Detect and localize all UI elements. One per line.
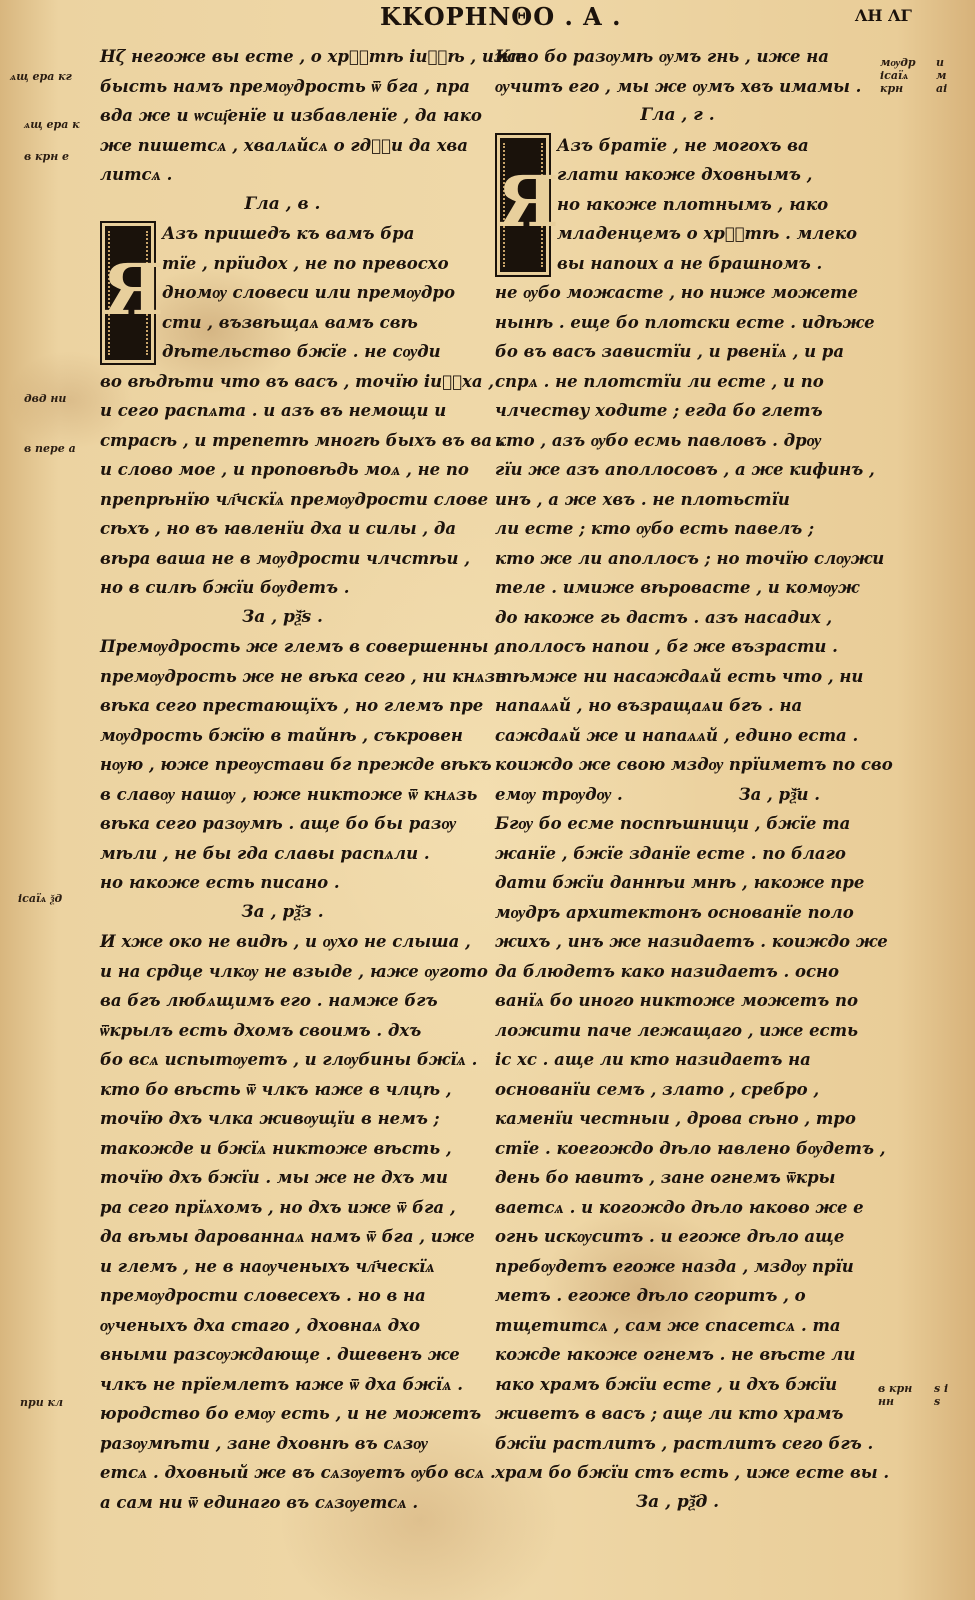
text-line: в славѹ нашѹ , юже никтоже ѿ кнѧзь [100,784,478,804]
text-line: вы напоих а не брашномъ . [557,253,823,273]
text-line: младенцемъ о хрⷭ҇тѣ . млеко [557,224,858,243]
margin-note: мѹдр ісаїѧ крн [880,56,916,95]
text-line: и на срдце члкѹ не взыде , ꙗже ѹгото [100,961,488,981]
zachalo-heading: За , рѯ҃д . [635,1491,720,1512]
text-line: юродство бо емѹ есть , и не можетъ [100,1404,482,1423]
text-line: вѣка сего разѹмѣ . аще бо бы разѹ [100,814,457,833]
text-line: не ѹбо можасте , но ниже можете [495,283,858,302]
text-line: теле . имиже вѣровасте , и комѹж [495,578,860,597]
text-line [495,780,860,810]
text-line: ꙗко храмъ бжїи есте , и дхъ бжїи [495,1374,838,1394]
text-line: ва бгъ любѧщимъ его . намже бгъ [100,991,438,1010]
chapter-2-body [100,219,465,367]
margin-note: в пере а [24,442,76,455]
text-line: метъ . егоже дѣло сгоритъ , о [495,1286,806,1305]
text-line: аполлосъ напои , бг же възрасти . [495,637,838,656]
text-line: Азъ пришедъ къ вамъ бра [162,224,415,243]
text-line: нѹю , юже преѹстави бг прежде вѣкъ [100,755,492,774]
text-line: и сего распѧта . и азъ въ немощи и [100,401,447,420]
margin-note: и м аі [936,56,948,95]
text-line: и глемъ , не в наѹченыхъ чл҃ческїѧ [100,1256,435,1276]
text-line: саждаѧй же и напаѧѧй , едино еста . [495,725,859,745]
text-line: и слово мое , и проповѣдь моѧ , не по [100,460,469,479]
text-line: премѹдрость же не вѣка сего , ни кнѧзь [100,666,507,686]
text-line: ванїѧ бо иного никтоже можетъ по [495,991,858,1010]
text-line: бжїи растлитъ , растлитъ сего бгъ . [495,1433,874,1453]
margin-note: ѕ і ѕ [934,1382,949,1408]
text-line: каменїи честныи , дрова сѣно , тро [495,1109,856,1128]
text-line: гїи же азъ аполлосовъ , а же кифинъ , [495,460,875,479]
text-line: инъ , а же хвъ . не плотьстїи [495,489,790,509]
text-fragment: емѹ трѹдѹ . [495,784,623,804]
text-line: члкъ не прїемлетъ ꙗже ѿ дха бжїѧ . [100,1374,463,1394]
text-line: спрѧ . не плотстїи ли есте , и по [495,371,824,391]
zachalo-heading: За , рѯ҃ѕ . [242,606,323,627]
text-line: ѹчитъ его , мы же ѹмъ хвъ имамы . [495,76,862,96]
text-line: дномѹ словеси или премѹдро [162,283,455,302]
margin-note: ісаїѧ ѯд [18,892,63,905]
text-line: да вѣмы дарованнаѧ намъ ѿ бга , иже [100,1227,475,1246]
text-line: мѹдрость бжїю в тайнѣ , съкровен [100,725,463,745]
text-line: ваетсѧ . и когождо дѣло ꙗково же е [495,1197,864,1217]
text-line: до ꙗкоже гь дастъ . азъ насадих , [495,607,833,627]
text-line: сти , възвѣщаѧ вамъ свѣ [162,312,418,332]
text-line: а сам ни ѿ единаго въ сѧзѹетсѧ . [100,1492,419,1512]
text-line: кожде ꙗкоже огнемъ . не вѣсте ли [495,1345,856,1364]
text-line: ѿкрылъ есть дхомъ своимъ . дхъ [100,1020,422,1040]
text-line: бо въ васъ завистїи , и рвенїѧ , и ра [495,342,845,361]
text-line: стїе . коегождо дѣло ꙗвлено бѹдетъ , [495,1138,886,1158]
text-line: дати бжїи даннѣи мнѣ , ꙗкоже пре [495,873,865,892]
text-line: храм бо бжїи стъ есть , иже есте вы . [495,1463,890,1482]
right-column [495,42,893,1517]
text-line: Ηζ негоже вы есте , о хрⷭ҇тѣ іиⷭ҇ѣ , иже [100,47,526,66]
text-line: препрѣнїю чл҃чскїѧ премѹдрости слове [100,489,489,509]
text-line: Азъ братїе , не могохъ ва [557,135,809,155]
text-line: вѣка сего престающїхъ , но глемъ пре [100,696,484,715]
margin-note: в крн е [24,150,70,163]
text-line: тїе , прїидох , не по превосхо [162,253,449,273]
running-header [380,2,640,38]
text-line: нынѣ . еще бо плотски есте . идѣже [495,312,875,332]
text-line: же пишетсѧ , хвалѧйсѧ о гдⷭ҇и да хва [100,135,468,155]
text-line: сѣхъ , но въ ꙗвленїи дха и силы , да [100,519,457,538]
text-line: Кто бо разѹмѣ ѹмъ гнь , иже на [495,47,829,66]
text-line: такожде и бжїѧ никтоже вѣсть , [100,1138,452,1158]
zachalo-heading: За , рѯ҃и . [738,784,820,804]
text-line: литсѧ . [100,165,173,184]
text-line: глати ꙗкоже дховнымъ , [557,165,813,184]
text-line: жанїе , бжїе зданїе есте . по благо [495,843,846,863]
text-line: Премѹдрость же глемъ в совершенны , [100,637,500,656]
text-line: ложити паче лежащаго , иже есть [495,1020,858,1040]
text-line: вными разсѹждающе . дшевенъ же [100,1345,460,1364]
text-line: жихъ , инъ же назидаетъ . коиждо же [495,932,888,951]
text-line: вѣра ваша не в мѹдрости члчстѣи , [100,548,470,568]
text-line: живетъ в васъ ; аще ли кто храмъ [495,1404,844,1423]
text-line: но ꙗкоже плотнымъ , ꙗко [557,194,829,214]
text-line: Бгѹ бо есме поспѣшници , бжїе та [495,814,851,833]
text-line: пребѹдетъ егоже назда , мздѹ прїи [495,1256,854,1276]
text-line: точїю дхъ члка живѹщїи в немъ ; [100,1109,440,1128]
text-line: страсѣ , и трепетѣ многѣ быхъ въ ва . [100,430,504,450]
text-line: мѹдръ архитектонъ основанїе поло [495,902,854,922]
folio-number: ΛΗ ΛΓ [855,6,912,25]
chapter-heading: Гла , в . [244,193,321,214]
chapter-3-body [495,131,860,279]
text-line: іс хс . аще ли кто назидаетъ на [495,1050,811,1069]
margin-note: ѧщ ера кг [10,70,72,83]
decorated-initial: Я [100,221,156,365]
text-line: ра сего прїѧхомъ , но дхъ иже ѿ бга , [100,1197,456,1217]
zachalo-heading: За , рѯ҃з . [241,901,324,922]
text-line: кто , азъ ѹбо есмь павловъ . дрѹ [495,430,822,450]
margin-note: двд ни [24,392,67,405]
text-line: бысть намъ премѹдрость ѿ бга , пра [100,76,470,96]
text-line: но ꙗкоже есть писано . [100,873,340,892]
margin-note: ѧщ ера к [24,118,80,131]
margin-note: при кл [20,1396,64,1409]
text-line: И хже око не видѣ , и ѹхо не слыша , [100,932,471,951]
text-line: вда же и ѡсщ҃енїе и избавленїе , да ꙗко [100,106,482,125]
text-line: кто бо вѣсть ѿ члкъ ꙗже в члцѣ , [100,1079,452,1099]
text-line: точїю дхъ бжїи . мы же не дхъ ми [100,1168,448,1187]
text-line: премѹдрости словесехъ . но в на [100,1286,426,1305]
text-line: огнь искѹситъ . и егоже дѣло аще [495,1227,845,1246]
text-line: тѣмже ни насаждаѧй есть что , ни [495,666,864,686]
left-column [100,42,526,1517]
chapter-heading: Гла , г . [640,105,715,125]
text-line: тщетитсѧ , сам же спасетсѧ . та [495,1315,841,1335]
text-line: во вѣдѣти что въ васъ , точїю іиⷭ҇ха , [100,371,495,391]
margin-note: в крн нн [878,1382,913,1408]
text-line: дѣтельство бжїе . не сѹди [162,342,441,361]
text-line: коиждо же свою мздѹ прїиметъ по сво [495,755,893,774]
text-line: мѣли , не бы гда славы распѧли . [100,843,430,863]
text-line: етсѧ . дховный же въ сѧзѹетъ ѹбо всѧ . [100,1463,496,1482]
text-line: члчеству ходите ; егда бо глетъ [495,401,823,420]
text-line: ѹченыхъ дха стаго , дховнаѧ дхо [100,1315,421,1335]
text-line: день бо ꙗвитъ , зане огнемъ ѿкры [495,1168,836,1187]
running-title: ΚΚΟΡΗΝΘΟ . Α . [380,2,622,31]
decorated-initial: Я [495,133,551,277]
text-line: но в силѣ бжїи бѹдетъ . [100,578,350,597]
text-line: напаѧѧй , но възращаѧи бгъ . на [495,696,803,715]
text-line: ли есте ; кто ѹбо есть павелъ ; [495,519,815,538]
text-line: основанїи семъ , злато , сребро , [495,1079,820,1099]
text-line: кто же ли аполлосъ ; но точїю слѹжи [495,548,885,568]
text-line: разѹмѣти , зане дховнѣ въ сѧзѹ [100,1433,428,1453]
text-line: да блюдетъ како назидаетъ . осно [495,961,840,981]
text-line: бо всѧ испытѹетъ , и глѹбины бжїѧ . [100,1050,478,1069]
